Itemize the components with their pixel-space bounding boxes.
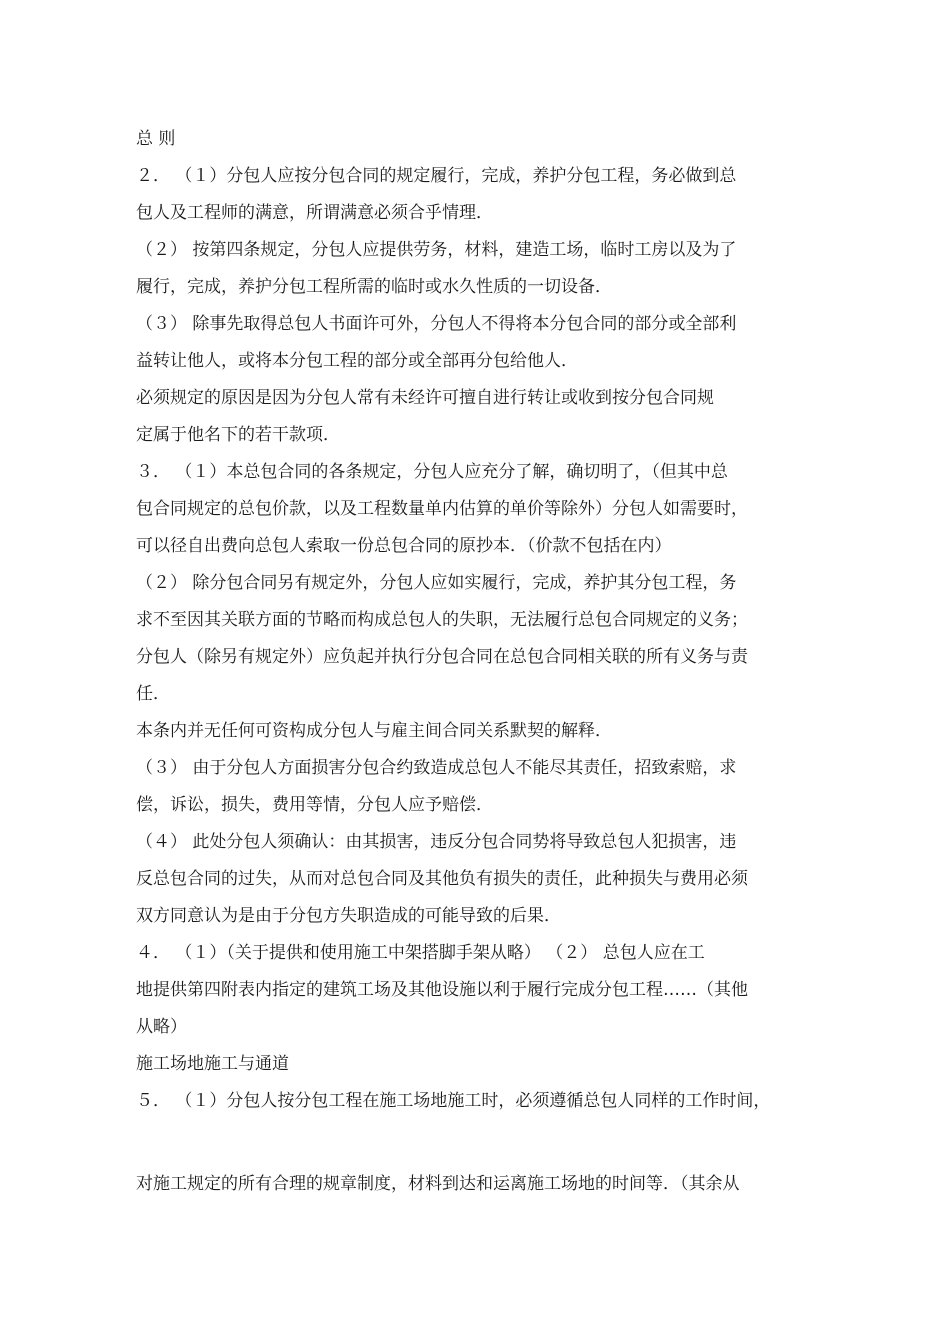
text-line: 分包人（除另有规定外）应负起并执行分包合同在总包合同相关联的所有义务与责 xyxy=(136,647,748,667)
text-line: 可以径自出费向总包人索取一份总包合同的原抄本．（价款不包括在内） xyxy=(136,536,672,556)
text-line: （２） 除分包合同另有规定外，分包人应如实履行，完成，养护其分包工程，务 xyxy=(136,573,737,593)
section-heading: 施工场地施工与通道 xyxy=(136,1054,289,1074)
text-line: 双方同意认为是由于分包方失职造成的可能导致的后果． xyxy=(136,906,561,926)
text-line: 包合同规定的总包价款，以及工程数量单内估算的单价等除外）分包人如需要时， xyxy=(136,499,748,519)
text-line: 从略） xyxy=(136,1017,187,1037)
text-line: （３） 由于分包人方面损害分包合约致造成总包人不能尽其责任，招致索赔，求 xyxy=(136,758,737,778)
text-line: 本条内并无任何可资构成分包人与雇主间合同关系默契的解释． xyxy=(136,721,612,741)
text-line: 任． xyxy=(136,684,170,704)
text-line: 履行，完成，养护分包工程所需的临时或水久性质的一切设备． xyxy=(136,277,612,297)
text-line: 益转让他人，或将本分包工程的部分或全部再分包给他人． xyxy=(136,351,578,371)
text-line: 反总包合同的过失，从而对总包合同及其他负有损失的责任，此种损失与费用必须 xyxy=(136,869,748,889)
text-line: ４． （１）（关于提供和使用施工中架搭脚手架从略） （２） 总包人应在工 xyxy=(136,943,705,963)
text-line: 地提供第四附表内指定的建筑工场及其他设施以利于履行完成分包工程……（其他 xyxy=(136,980,748,1000)
text-line: （２） 按第四条规定，分包人应提供劳务，材料，建造工场，临时工房以及为了 xyxy=(136,240,737,260)
text-line: ３． （１）本总包合同的各条规定，分包人应充分了解，确切明了，（但其中总 xyxy=(136,462,728,482)
text-line: 对施工规定的所有合理的规章制度，材料到达和运离施工场地的时间等．（其余从 xyxy=(136,1174,740,1194)
text-line: （３） 除事先取得总包人书面许可外，分包人不得将本分包合同的部分或全部利 xyxy=(136,314,737,334)
text-line: 偿，诉讼，损失，费用等情，分包人应予赔偿． xyxy=(136,795,493,815)
text-line: 求不至因其关联方面的节略而构成总包人的失职，无法履行总包合同规定的义务； xyxy=(136,610,748,630)
text-line: 定属于他名下的若干款项． xyxy=(136,425,340,445)
text-line: （４） 此处分包人须确认：由其损害，违反分包合同势将导致总包人犯损害，违 xyxy=(136,832,737,852)
text-line: ２． （１）分包人应按分包合同的规定履行，完成，养护分包工程，务必做到总 xyxy=(136,166,737,186)
text-line: 必须规定的原因是因为分包人常有未经许可擅自进行转让或收到按分包合同规 xyxy=(136,388,714,408)
text-line: 包人及工程师的满意，所谓满意必须合乎情理． xyxy=(136,203,493,223)
section-heading: 总 则 xyxy=(136,129,176,149)
text-line: ５． （１）分包人按分包工程在施工场地施工时，必须遵循总包人同样的工作时间， xyxy=(136,1091,771,1111)
